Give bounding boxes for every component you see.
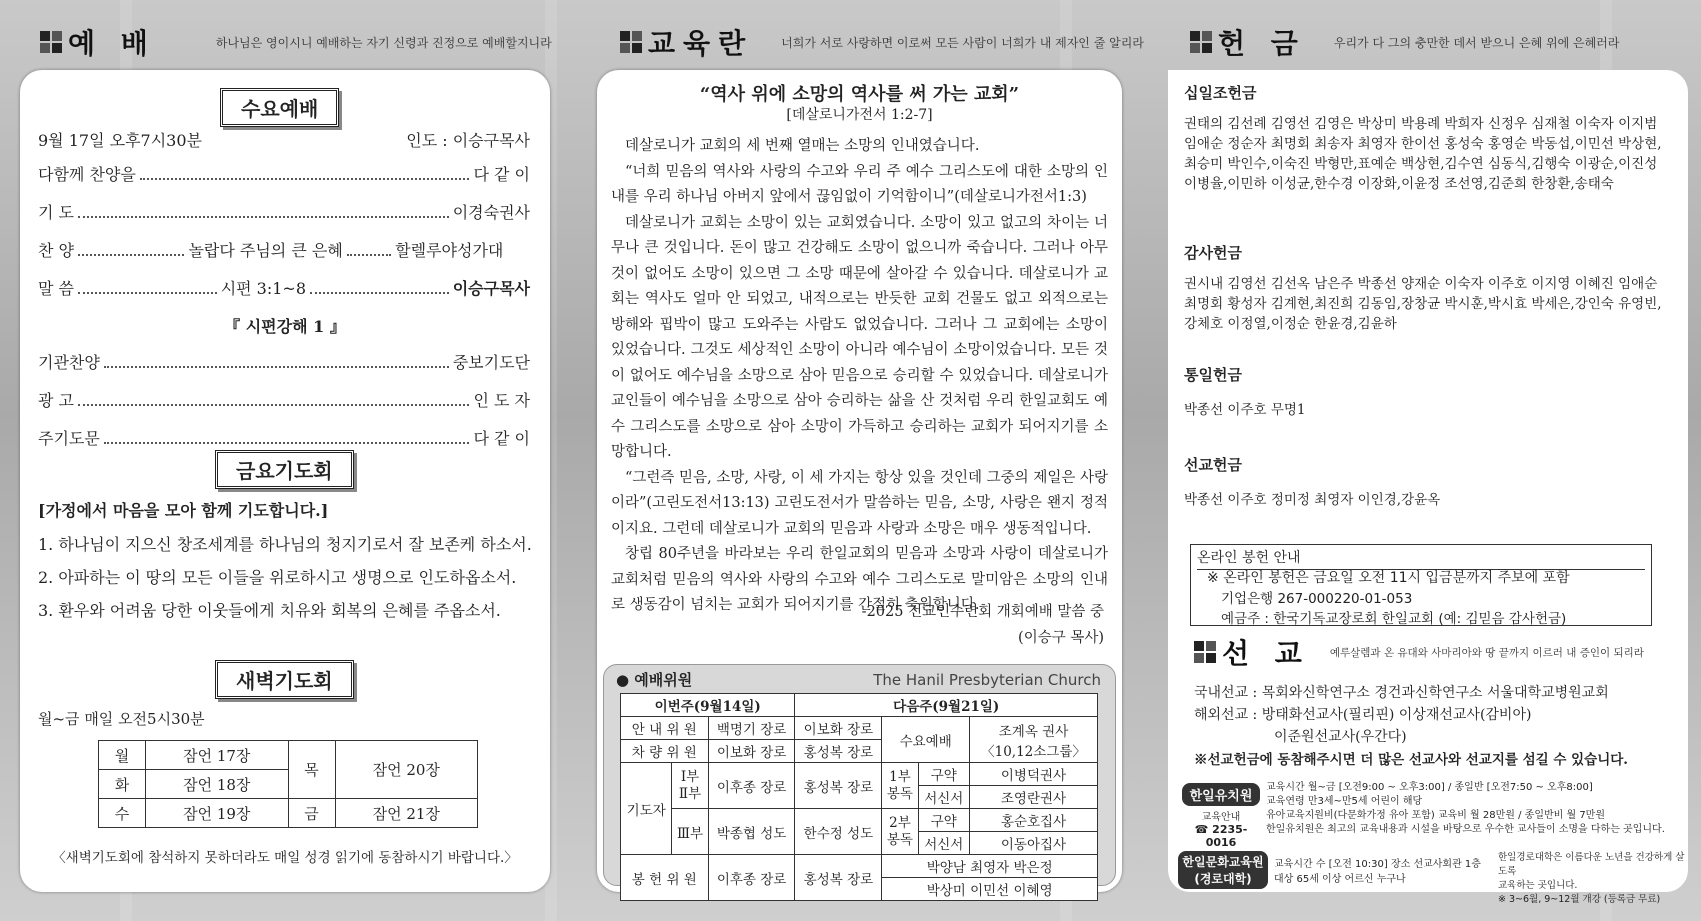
sermon-series: 『 시편강해 1 』 — [224, 317, 346, 336]
order-value: 이승구목사 — [452, 279, 530, 298]
section-title: 헌 금 — [1218, 27, 1306, 60]
testament-cell: 구약 — [918, 763, 969, 786]
dawn-table — [98, 740, 478, 828]
education-header — [620, 22, 1144, 62]
day-cell: 화 — [99, 770, 146, 799]
thanks-names: 권시내 김영선 김선옥 남은주 박종선 양재순 이숙자 이주호 이지영 이혜진 임애순 최명회 황성자 김계현,최진희 김동임,장창균 박시훈,박시효 박세은,강인숙 유영빈,강체호 이정열,이정순 한윤경,김윤하 — [1184, 276, 1662, 332]
paragraph: 데살로니가 교회의 세 번째 열매는 소망의 인내였습니다. — [625, 138, 980, 154]
table-row — [99, 741, 478, 770]
senior-details — [1274, 857, 1481, 887]
thanks-heading: 감사헌금 — [1184, 244, 1242, 262]
part-cell — [882, 763, 918, 809]
paragraph: 데살로니가 교회는 소망이 있는 교회였습니다. 소망이 있고 없고의 차이는 너무나 큰 것입니다. 돈이 많고 건강해도 소망이 없으니까 죽습니다. 그러나 아무것이 없어도 소망이 있으면 그 소망 때문에 살아갈 수 있습니다. 데살로니가 교회는 역사도 얼마 안 되었고, 내적으로는 반듯한 교회 건물도 없고 외적으로는 방해와 핍박이 많고 도와주는 사람도 없었습니다. 그러나 그 교회에는 소망이 있었습니다. 그것도 세상적인 소망이 아니라 예수님이 소망이었습니다. 모든 것이 없어도 예수님을 소망으로 삼아 믿음으로 승리할 수 있었습니다. 데살로니가 교인들이 예수님을 소망으로 삼아 승리하는 삶을 산 것처럼 우리 한일교회도 예수 그리스도를 소망으로 삼아 소망이 가득하고 승리하는 교회가 되어지기를 소망합니다. — [611, 214, 1108, 460]
order-row — [38, 162, 530, 185]
info-line: 교육하는 곳입니다. — [1498, 880, 1578, 891]
tithe-heading: 십일조헌금 — [1184, 84, 1257, 102]
prayer-item: 3. 환우와 어려움 당한 이웃들에게 치유와 회복의 은혜를 주옵소서. — [38, 601, 501, 620]
reading-cell: 잠언 21장 — [335, 799, 478, 828]
article-reference: [데살로니가전서 1:2-7] — [786, 107, 933, 123]
name-cell — [970, 717, 1098, 763]
order-label: 기 도 — [38, 203, 74, 222]
part-label: 봉독 — [886, 785, 913, 802]
table-row — [621, 717, 1098, 740]
order-value: 다 같 이 — [473, 429, 530, 448]
order-row — [38, 276, 530, 299]
wed-service-group: 〈10,12소그룹〉 — [981, 743, 1086, 760]
order-label: 다함께 찬양을 — [38, 165, 136, 184]
kindergarten-info: 교육안내 — [1201, 812, 1241, 823]
reading-cell: 잠언 18장 — [146, 770, 289, 799]
account-holder: 예금주 : 한국기독교장로회 한일교회 (예: 김믿음 감사헌금) — [1221, 611, 1567, 627]
order-label: 광 고 — [38, 391, 74, 410]
overseas-mission-2: 이준원선교사(우간다) — [1274, 729, 1407, 745]
reading-cell: 잠언 19장 — [146, 799, 289, 828]
name-cell: 이후종 장로 — [708, 855, 795, 901]
sermon-author: (이승구 목사) — [1018, 630, 1104, 646]
order-value: 인 도 자 — [473, 391, 530, 410]
name-cell: 홍순호집사 — [970, 809, 1098, 832]
overseas-mission: 해외선교 : 방태화선교사(필리핀) 이상재선교사(감비아) — [1194, 707, 1532, 723]
education-panel — [597, 70, 1122, 899]
senior-name: 한일문화교육원 — [1182, 855, 1264, 869]
mission-header — [1194, 632, 1644, 672]
name-cell: 조영란권사 — [970, 786, 1098, 809]
offering-header — [1190, 22, 1619, 62]
order-label: 찬 양 — [38, 241, 74, 260]
section-grid-icon — [1190, 31, 1212, 53]
sermon-source: -2025 전교인수련회 개회예배 말씀 중 — [861, 604, 1104, 620]
worship-header — [40, 22, 552, 62]
mission-offering-names: 박종선 이주호 정미정 최영자 이인경,강윤옥 — [1184, 492, 1441, 508]
info-line: 한일유치원은 최고의 교육내용과 시설을 바탕으로 우수한 교사들이 소명을 다하는 곳입니다. — [1266, 824, 1665, 835]
order-row — [38, 388, 530, 411]
name-cell: 박양남 최영자 박은정 — [882, 855, 1098, 878]
section-subtitle: 너희가 서로 사랑하면 이로써 모든 사람이 너희가 내 제자인 줄 알리라 — [781, 35, 1144, 50]
role-cell: 차 량 위 원 — [621, 740, 709, 763]
section-title: 예 배 — [68, 27, 156, 60]
friday-tag: 금요기도회 — [215, 450, 354, 489]
wednesday-leader: 인도 : 이승구목사 — [406, 131, 530, 150]
info-line: 교육시간 수 [오전 10:30] 장소 선교사회관 1층 — [1274, 859, 1481, 870]
name-cell: 홍성복 장로 — [795, 855, 882, 901]
testament-cell: 서신서 — [918, 786, 969, 809]
order-value: 다 같 이 — [473, 165, 530, 184]
order-value: 할렐루야성가대 — [395, 241, 504, 260]
church-english-name: The Hanil Presbyterian Church — [873, 671, 1101, 689]
part-cell — [672, 763, 708, 809]
name-cell: 백명기 장로 — [708, 717, 795, 740]
table-row — [621, 694, 1098, 717]
article-body — [611, 134, 1108, 619]
testament-cell: 구약 — [918, 809, 969, 832]
part-label: Ⅰ부 — [680, 768, 700, 785]
wed-service-person: 조계옥 권사 — [998, 723, 1069, 740]
committee-title: ● 예배위원 — [616, 671, 693, 689]
order-row — [38, 238, 530, 261]
mission-note: ※선교헌금에 동참해주시면 더 많은 선교사와 선교지를 섬길 수 있습니다. — [1194, 752, 1628, 768]
role-cell: 봉 헌 위 원 — [621, 855, 709, 901]
kindergarten-phone: ☎ 2235-0016 — [1194, 823, 1248, 849]
name-cell: 한수정 성도 — [795, 809, 882, 855]
part-label: Ⅱ부 — [678, 785, 702, 802]
mission-offering-heading: 선교헌금 — [1184, 456, 1242, 474]
role-cell: 안 내 위 원 — [621, 717, 709, 740]
name-cell: 이후종 장로 — [708, 763, 795, 809]
unity-names: 박종선 이주호 무명1 — [1184, 402, 1306, 418]
reading-cell: 잠언 20장 — [335, 741, 478, 799]
name-cell: 박종협 성도 — [708, 809, 795, 855]
next-week-header: 다음주(9월21일) — [795, 694, 1098, 717]
day-cell: 월 — [99, 741, 146, 770]
order-label: 기관찬양 — [38, 353, 100, 372]
table-row — [99, 799, 478, 828]
name-cell: 이보화 장로 — [708, 740, 795, 763]
wednesday-date: 9월 17일 오후7시30분 — [38, 131, 202, 150]
table-row — [621, 809, 1098, 832]
name-cell: 홍성복 장로 — [795, 740, 882, 763]
name-cell: 이보화 장로 — [795, 717, 882, 740]
online-title: 온라인 봉헌 안내 — [1197, 547, 1645, 570]
offering-panel — [1168, 70, 1688, 905]
name-cell: 홍성복 장로 — [795, 763, 882, 809]
bank-account: 기업은행 267-000220-01-053 — [1221, 591, 1413, 607]
table-row — [621, 855, 1098, 878]
info-line: 한일경로대학은 이름다운 노년을 건강하게 살도록 — [1498, 852, 1685, 877]
day-cell: 금 — [288, 799, 335, 828]
order-row — [38, 426, 530, 449]
tithe-names: 권태의 김선례 김영선 김영은 박상미 박용례 박희자 신정우 심재철 이숙자 이지범 임애순 정순자 최명회 최송자 최영자 한이선 홍성숙 홍영순 박동섭,이민선 박상현,최승미 박인수,이숙진 박형만,표예순 백상현,김수연 심동식,김행숙 이광순,이진성 이병율,이민하 이성균,한수경 이장화,이윤정 조선영,김준희 한창환,송태숙 — [1184, 116, 1662, 192]
order-row — [38, 350, 530, 373]
paragraph: 창립 80주년을 바라보는 우리 한일교회의 믿음과 소망과 사랑이 데살로니가 교회처럼 믿음의 역사와 사랑의 수고와 예수 그리스도로 말미암은 소망의 인내로 생동감이 넘치는 교회가 되어지기를 간절히 축원합니다. — [611, 546, 1108, 613]
online-note: ※ 온라인 봉헌은 금요일 오전 11시 입금분까지 주보에 포함 — [1207, 570, 1570, 586]
paragraph: “너희 믿음의 역사와 사랑의 수고와 우리 주 예수 그리스도에 대한 소망의 인내를 우리 하나님 아버지 앞에서 끊임없이 기억함이니”(데살로니가전서1:3) — [611, 163, 1108, 205]
unity-heading: 통일헌금 — [1184, 366, 1242, 384]
info-line: ※ 3~6월, 9~12월 개강 (등록금 무료) — [1498, 894, 1661, 905]
dawn-tag: 새벽기도회 — [215, 660, 354, 699]
part-label: 봉독 — [886, 831, 913, 848]
section-subtitle: 우리가 다 그의 충만한 데서 받으니 은혜 위에 은혜러라 — [1333, 35, 1620, 50]
name-cell: 이동아집사 — [970, 832, 1098, 855]
article-title: “역사 위에 소망의 역사를 써 가는 교회” — [699, 84, 1020, 105]
role-cell: 수요예배 — [882, 717, 970, 763]
senior-right-info — [1498, 851, 1688, 907]
order-label: 말 씀 — [38, 279, 74, 298]
info-line: 대상 65세 이상 어르신 누구나 — [1274, 874, 1406, 885]
part-label: 2부 — [889, 814, 911, 831]
dawn-time: 월~금 매일 오전5시30분 — [38, 710, 205, 728]
section-subtitle: 예루살렘과 온 유대와 사마리아와 땅 끝까지 이르러 내 증인이 되리라 — [1329, 646, 1644, 659]
section-grid-icon — [1194, 641, 1216, 663]
name-cell: 이병덕권사 — [970, 763, 1098, 786]
part-cell — [882, 809, 918, 855]
order-mid: 놀랍다 주님의 큰 은혜 — [188, 241, 343, 260]
section-title: 선 교 — [1222, 637, 1310, 670]
order-mid: 시편 3:1~8 — [220, 279, 307, 298]
kindergarten-badge — [1182, 783, 1260, 849]
testament-cell: 서신서 — [918, 832, 969, 855]
committee-box — [603, 664, 1116, 899]
paragraph: “그런즉 믿음, 소망, 사랑, 이 세 가지는 항상 있을 것인데 그중의 제일은 사랑이라”(고린도전서13:13) 고린도전서가 말씀하는 믿음, 소망, 사랑은 왠지 정적이지요. 그런데 데살로니가 교회의 믿음과 사랑과 소망은 매우 생동적입니다. — [611, 469, 1108, 537]
dawn-note: 〈새벽기도회에 참석하지 못하더라도 매일 성경 읽기에 동참하시기 바랍니다.〉 — [52, 850, 518, 866]
institutions-box — [1168, 775, 1688, 905]
section-subtitle: 하나님은 영이시니 예배하는 자기 신령과 진정으로 예배할지니라 — [215, 35, 552, 50]
this-week-header: 이번주(9월14일) — [621, 694, 795, 717]
day-cell: 수 — [99, 799, 146, 828]
domestic-mission: 국내선교 : 목회와신학연구소 경건과신학연구소 서울대학교병원교회 — [1194, 685, 1609, 701]
kindergarten-details — [1266, 781, 1665, 837]
senior-subname: (경로대학) — [1194, 872, 1252, 886]
committee-table — [620, 693, 1098, 901]
table-row — [621, 763, 1098, 786]
reading-cell: 잠언 17장 — [146, 741, 289, 770]
day-cell: 목 — [288, 741, 335, 799]
senior-college-badge — [1178, 851, 1268, 889]
section-grid-icon — [40, 31, 62, 53]
order-value: 중보기도단 — [452, 353, 530, 372]
info-line: 교육연령 만3세~만5세 어린이 해당 — [1266, 796, 1423, 807]
part-label: 1부 — [889, 768, 911, 785]
info-line: 교육시간 월~금 [오전9:00 ~ 오후3:00] / 종일반 [오전7:50 ~ 오후8:00] — [1266, 782, 1593, 793]
worship-panel — [20, 70, 550, 892]
section-title: 교육란 — [648, 27, 754, 60]
kindergarten-name: 한일유치원 — [1182, 783, 1260, 806]
section-grid-icon — [620, 31, 642, 53]
role-cell: 기도자 — [621, 763, 672, 855]
prayer-item: 2. 아파하는 이 땅의 모든 이들을 위로하시고 생명으로 인도하옵소서. — [38, 568, 517, 587]
friday-heading: [가정에서 마음을 모아 함께 기도합니다.] — [38, 501, 329, 520]
info-line: 유아교육지원비(다문화가정 유아 포함) 교육비 월 28만원 / 종일반비 월 7만원 — [1266, 810, 1606, 821]
name-cell: 박상미 이민선 이혜영 — [882, 878, 1098, 901]
part-cell: Ⅲ부 — [672, 809, 708, 855]
order-value: 이경숙권사 — [452, 203, 530, 222]
wednesday-tag: 수요예배 — [220, 88, 339, 127]
order-row — [38, 200, 530, 223]
prayer-item: 1. 하나님이 지으신 창조세계를 하나님의 청지기로서 잘 보존케 하소서. — [38, 535, 532, 554]
online-offering-box — [1190, 544, 1652, 626]
order-label: 주기도문 — [38, 429, 100, 448]
